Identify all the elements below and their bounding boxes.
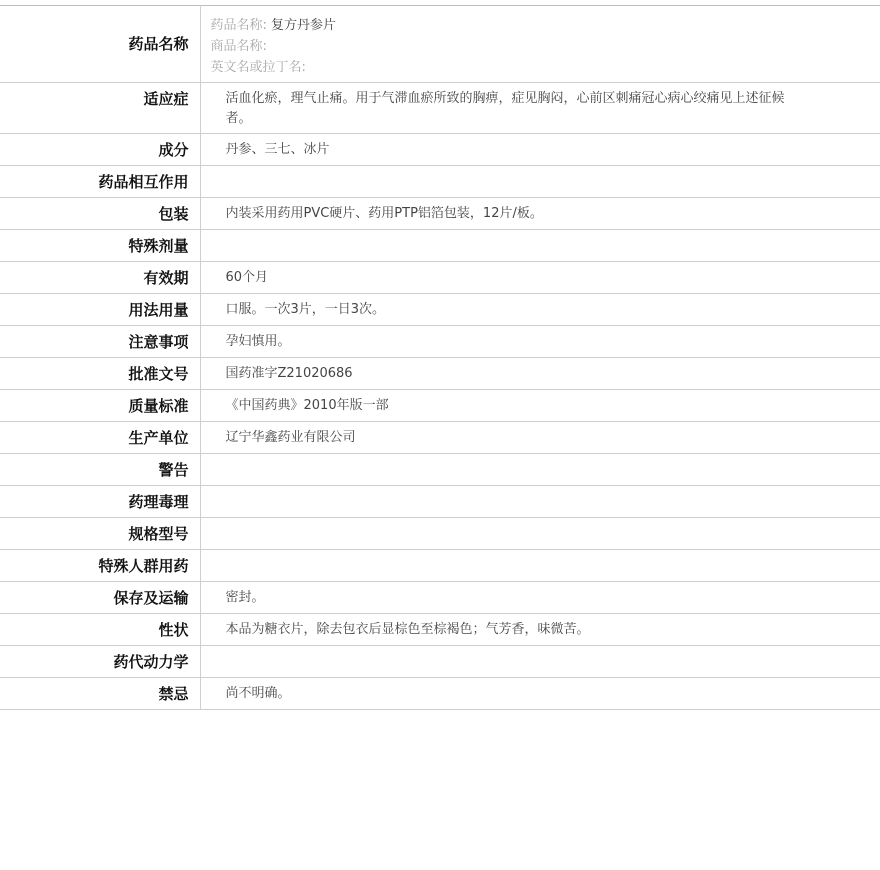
- label-cell: [0, 390, 200, 422]
- label-cell: [0, 486, 200, 518]
- row-label: 药代动力学: [113, 653, 189, 671]
- table-row: [0, 518, 880, 550]
- value-cell: [200, 294, 880, 326]
- row-value: [201, 646, 880, 652]
- row-label: 有效期: [143, 269, 189, 287]
- row-value: 丹参、三七、冰片: [225, 142, 330, 157]
- drug-info-table: [0, 5, 880, 710]
- table-row: [0, 646, 880, 678]
- row-label: 质量标准: [128, 397, 189, 415]
- value-cell: [200, 614, 880, 646]
- label-cell: [0, 83, 200, 134]
- row-label: 禁忌: [158, 685, 189, 703]
- row-value: [201, 550, 880, 556]
- row-value: 密封。: [225, 590, 265, 605]
- value-cell: [200, 262, 880, 294]
- row-label: 成分: [158, 141, 189, 159]
- label-cell: [0, 582, 200, 614]
- row-value: [201, 230, 880, 236]
- label-cell: [0, 454, 200, 486]
- row-label: 药理毒理: [128, 493, 189, 511]
- row-value: 口服。一次3片，一日3次。: [225, 302, 386, 317]
- table-row: [0, 83, 880, 134]
- table-row: [0, 390, 880, 422]
- value-cell: [200, 550, 880, 582]
- row-label: 规格型号: [128, 525, 189, 543]
- value-cell: [200, 582, 880, 614]
- row-label: 特殊剂量: [128, 237, 189, 255]
- value-cell: [200, 486, 880, 518]
- label-cell: [0, 550, 200, 582]
- row-label: 特殊人群用药: [98, 557, 189, 575]
- table-row: [0, 294, 880, 326]
- label-cell: [0, 326, 200, 358]
- trade-name-key: 商品名称:: [210, 39, 267, 54]
- drug-name-lines: [201, 6, 880, 78]
- row-label: 用法用量: [128, 301, 189, 319]
- row-label: 生产单位: [128, 429, 189, 447]
- table-row: [0, 166, 880, 198]
- label-cell: [0, 518, 200, 550]
- latin-name-key: 英文名或拉丁名:: [210, 60, 306, 75]
- row-value: 国药准字Z21020686: [225, 366, 353, 381]
- table-row: [0, 422, 880, 454]
- label-cell: [0, 166, 200, 198]
- value-cell: [200, 134, 880, 166]
- row-label: 批准文号: [128, 365, 189, 383]
- table-row: [0, 582, 880, 614]
- row-value: 60个月: [225, 270, 269, 285]
- table-row: [0, 614, 880, 646]
- row-value: [201, 518, 880, 524]
- row-value: 孕妇慎用。: [225, 334, 291, 349]
- row-value: 内装采用药用PVC硬片、药用PTP铝箔包装，12片/板。: [225, 206, 543, 221]
- row-value: 活血化瘀，理气止痛。用于气滞血瘀所致的胸痹，症见胸闷，心前区刺痛冠心病心绞痛见上述征候者。: [225, 91, 785, 126]
- value-cell: [200, 83, 880, 134]
- table-row: [0, 230, 880, 262]
- value-cell: [200, 422, 880, 454]
- row-label: 警告: [158, 461, 189, 479]
- value-cell: [200, 390, 880, 422]
- generic-name-line: [211, 15, 880, 36]
- table-row: [0, 134, 880, 166]
- value-cell: [200, 646, 880, 678]
- row-label: 性状: [158, 621, 189, 639]
- value-cell: [200, 518, 880, 550]
- row-value: 尚不明确。: [225, 686, 291, 701]
- label-cell: [0, 422, 200, 454]
- label-cell: [0, 678, 200, 710]
- table-row: [0, 262, 880, 294]
- latin-name-line: [211, 57, 880, 78]
- label-cell: [0, 614, 200, 646]
- table-row: [0, 550, 880, 582]
- value-cell: [200, 230, 880, 262]
- row-label: 包装: [158, 205, 189, 223]
- label-cell: [0, 358, 200, 390]
- value-cell: [200, 166, 880, 198]
- value-cell: [200, 358, 880, 390]
- row-value: 《中国药典》2010年版一部: [225, 398, 389, 413]
- row-value: [201, 454, 880, 460]
- label-cell: [0, 6, 200, 83]
- row-drug-name: [0, 6, 880, 83]
- row-label: 药品相互作用: [98, 173, 189, 191]
- table-row: [0, 326, 880, 358]
- table-row: [0, 358, 880, 390]
- label-cell: [0, 134, 200, 166]
- generic-name-key: 药品名称:: [210, 18, 267, 33]
- row-value: 辽宁华鑫药业有限公司: [225, 430, 356, 445]
- value-cell: [200, 678, 880, 710]
- row-label: 适应症: [143, 90, 189, 108]
- label-cell: [0, 262, 200, 294]
- trade-name-line: [211, 36, 880, 57]
- label-cell: [0, 230, 200, 262]
- table-row: [0, 678, 880, 710]
- generic-name-value: 复方丹参片: [271, 18, 337, 33]
- value-cell: [200, 198, 880, 230]
- table-row: [0, 454, 880, 486]
- row-label: 药品名称: [128, 35, 189, 53]
- value-cell: [200, 326, 880, 358]
- label-cell: [0, 198, 200, 230]
- row-label: 注意事项: [128, 333, 189, 351]
- row-value: 本品为糖衣片，除去包衣后显棕色至棕褐色；气芳香，味微苦。: [225, 622, 590, 637]
- row-label: 保存及运输: [113, 589, 189, 607]
- row-value: [201, 486, 880, 492]
- value-cell: [200, 454, 880, 486]
- label-cell: [0, 294, 200, 326]
- table-row: [0, 486, 880, 518]
- value-cell: [200, 6, 880, 83]
- row-value: [201, 166, 880, 172]
- label-cell: [0, 646, 200, 678]
- info-rows: [0, 83, 880, 710]
- table-row: [0, 198, 880, 230]
